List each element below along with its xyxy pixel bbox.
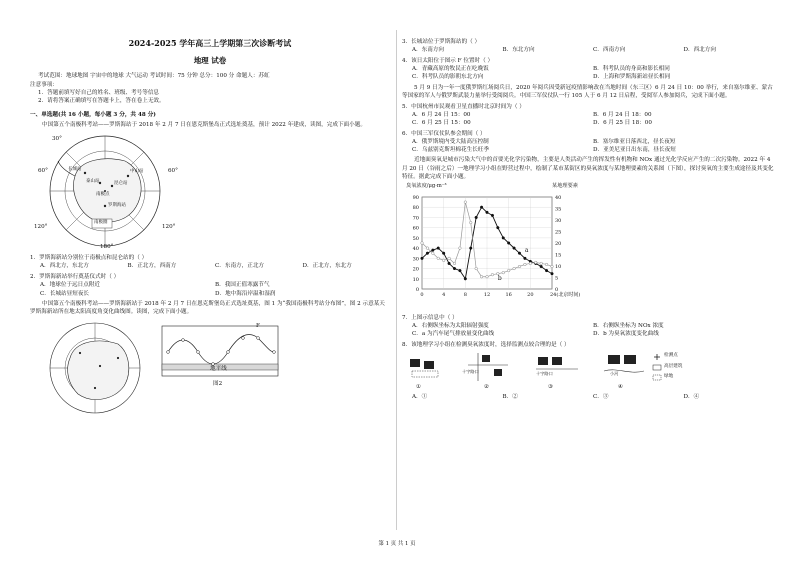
- option-b[interactable]: B．我国正值寒露节气: [215, 282, 270, 289]
- option-b[interactable]: B．科考队员的身高和影长相同: [593, 66, 670, 73]
- question-5: [402, 103, 774, 127]
- option-c[interactable]: C．③: [593, 394, 609, 401]
- ozone-chart-svg: [402, 189, 592, 311]
- data-point-a: [459, 269, 462, 272]
- exam-title: 2024-2025 学年高三上学期第三次诊断考试: [128, 38, 292, 48]
- data-point-b: [524, 263, 527, 266]
- data-point-a: [480, 206, 483, 209]
- antarctic-map-2-svg: [40, 318, 150, 418]
- data-point-a: [426, 252, 429, 255]
- y-tick-label-left: 90: [412, 194, 419, 201]
- data-point-b: [442, 259, 445, 262]
- option-c[interactable]: C．6 月 25 日 15：00: [412, 119, 471, 126]
- question-6: [402, 130, 774, 154]
- option-a[interactable]: A．①: [412, 394, 428, 401]
- intro-paragraph: 5 月 9 日为一年一度俄罗斯红场阅兵日，2020 年阅兵因受新冠疫情影响改在当地时间（东三区）6 月 24 日 10：00 举行，来自塞尔维亚、蒙古等国家的军人与俄罗斯武装力量举行受阅阅兵。中国三军仪仗队一行 105 人于 6 月 12 日启程，受阅军人参加阅兵，完成下面小题。: [402, 84, 773, 99]
- y-tick-label-right: 20: [555, 240, 562, 247]
- data-point-b: [540, 262, 543, 265]
- x-tick-label: 20: [527, 291, 534, 298]
- y-tick-label-left: 50: [412, 235, 419, 242]
- option-d[interactable]: D．④: [683, 394, 700, 401]
- intro-paragraph: 近地面臭氧是城市污染大气中的首要光化学污染物，主要是人类活动产生的挥发性有机物和 NOx 通过光化学反应产生的二次污染物。2022 年 4 月 20 日（谷雨之后）一地理学习小组在野营过程中，绘制了某市某街区的臭氧浓度与某地理要素的关系图（下图），探讨臭氧的主要生成途径及其变化特征。据此完成下面小题。: [402, 157, 774, 180]
- data-point-b: [486, 275, 489, 278]
- legend-label: 高层建筑: [664, 364, 683, 370]
- legend-label: 检测点: [664, 353, 678, 359]
- y-tick-label-right: 0: [555, 286, 559, 293]
- section-heading: 一、单选题(共 16 小题，每小题 3 分，共 48 分): [30, 111, 156, 118]
- option-d[interactable]: D．西北方向: [683, 47, 716, 54]
- option-c[interactable]: C．a 为汽车尾气排放量变化曲线: [412, 330, 495, 337]
- option-d[interactable]: D．亚美尼亚日出东南，昼长夜短: [593, 147, 676, 154]
- left-column: [30, 30, 390, 418]
- question-stem: 3．长城站位于罗斯海站的（ ）: [402, 39, 481, 45]
- data-point-b: [551, 265, 554, 268]
- option-d[interactable]: D．地中海沿岸温和湿润: [215, 290, 276, 297]
- map-lon-label: 30°: [52, 136, 62, 143]
- map-lon-label: 60°: [168, 168, 178, 175]
- question-stem: 8．该地理学习小组在检测臭氧浓度时，选择监测点较合理的是（ ）: [402, 342, 570, 349]
- monitoring-sites-figure: [402, 349, 774, 393]
- question-stem: 7．上图示信息中（ ）: [402, 314, 458, 321]
- data-point-b: [491, 273, 494, 276]
- data-point-b: [545, 263, 548, 266]
- x-tick-label: 12: [483, 291, 491, 298]
- y-tick-label-right: 40: [555, 194, 562, 201]
- question-stem: 5．中国杭州市民观看卫星直播时北京时间为（ ）: [402, 103, 525, 110]
- map-place-label: 昆仑站: [114, 181, 128, 187]
- y-tick-label-left: 20: [412, 266, 419, 273]
- note-item: 1．答题前填写好自己的姓名、班级、考号等信息: [38, 89, 160, 96]
- antarctic-map-1: [30, 131, 390, 251]
- data-point-a: [513, 247, 516, 250]
- data-point-b: [513, 267, 516, 270]
- option-c[interactable]: C．东南方，正北方: [215, 263, 265, 270]
- map-place-label: 长城站: [68, 167, 82, 173]
- data-point-b: [529, 262, 532, 265]
- data-point-b: [469, 221, 472, 224]
- chart-ylabel-left: 臭氧浓度/μg·m⁻³: [406, 182, 447, 189]
- map-lon-label: 180°: [100, 244, 114, 251]
- option-b[interactable]: B．塞尔维亚日落西北，昼长夜短: [593, 139, 676, 146]
- question-1: [30, 254, 390, 270]
- data-point-a: [437, 247, 440, 250]
- option-b[interactable]: B．东北方向: [502, 47, 535, 54]
- y-tick-label-left: 10: [412, 276, 419, 283]
- road-label: 十字路口: [462, 369, 479, 375]
- option-a[interactable]: A．西北方，东北方: [40, 263, 89, 270]
- option-a[interactable]: A．地球位于远日点附近: [40, 282, 100, 289]
- option-b[interactable]: B．②: [502, 394, 518, 401]
- data-point-b: [421, 241, 424, 244]
- site-label: ①: [416, 384, 422, 391]
- map-lon-label: 60°: [38, 168, 48, 175]
- data-point-a: [524, 257, 527, 260]
- data-point-a: [421, 257, 424, 260]
- question-8: [402, 341, 774, 401]
- question-stem: 6．中国三军仪仗队参会期间（ ）: [402, 131, 486, 138]
- fig2-peak-label: F: [256, 322, 260, 329]
- option-c[interactable]: C．科考队员的影朝东北方向: [412, 74, 484, 81]
- option-a[interactable]: A．青藏高原的牧民正在吃晚饭: [412, 66, 489, 73]
- data-point-b: [507, 269, 510, 272]
- data-point-a: [545, 269, 548, 272]
- intro-paragraph: 中国第五个南极科考站——罗斯海站于 2018 年 2 月 7 日在恩克斯堡岛正式选址奠基，预计 2022 年建成，读图，完成下面小题。: [42, 122, 366, 129]
- sun-altitude-svg: [160, 324, 280, 384]
- data-point-a: [475, 216, 478, 219]
- x-tick-label: 8: [463, 291, 467, 298]
- option-a[interactable]: A．右侧纵坐标为太阳辐射强度: [412, 322, 489, 329]
- question-7: [402, 314, 774, 338]
- data-point-b: [502, 271, 505, 274]
- option-a[interactable]: A．东南方向: [412, 47, 445, 54]
- y-tick-label-left: 0: [415, 286, 419, 293]
- data-point-a: [551, 272, 554, 275]
- column-divider: [396, 30, 397, 530]
- data-point-b: [448, 257, 451, 260]
- data-point-a: [432, 249, 435, 252]
- y-tick-label-left: 30: [412, 256, 419, 263]
- data-point-a: [442, 252, 445, 255]
- note-item: 2．请将答案正确填写在答题卡上，答在卷上无效。: [38, 97, 165, 104]
- series-label-b: b: [497, 274, 502, 282]
- chart-ylabel-right: 某地理要素: [552, 182, 578, 189]
- question-stem: 4．该日太阳位于图示 F 位置时（ ）: [402, 58, 494, 65]
- data-point-a: [502, 236, 505, 239]
- y-tick-label-right: 15: [555, 252, 562, 259]
- option-b[interactable]: B．右侧纵坐标为 NOx 浓度: [593, 322, 664, 329]
- y-tick-label-left: 70: [412, 215, 419, 222]
- data-point-a: [448, 262, 451, 265]
- data-point-a: [540, 265, 543, 268]
- road-label: 小河: [610, 371, 619, 377]
- site-label: ④: [618, 384, 624, 391]
- ozone-chart: [402, 183, 774, 311]
- data-point-b: [453, 262, 456, 265]
- y-tick-label-right: 10: [555, 263, 562, 270]
- data-point-a: [497, 226, 500, 229]
- series-label-a: a: [524, 246, 529, 254]
- notes: [30, 81, 390, 105]
- fig2-baseline-label: 地平线: [210, 365, 227, 372]
- data-point-b: [426, 247, 429, 250]
- question-3: [402, 38, 774, 54]
- legend-label: 绿地: [664, 374, 674, 380]
- option-a[interactable]: A．6 月 24 日 15：00: [412, 111, 471, 118]
- question-stem: 2．罗斯海新站举行奠基仪式时（ ）: [30, 274, 120, 281]
- data-point-a: [491, 214, 494, 217]
- y-tick-label-right: 25: [555, 229, 562, 236]
- map-lon-label: 120°: [162, 224, 176, 231]
- map-sea-label: 南极圈: [94, 220, 108, 226]
- y-tick-label-right: 35: [555, 206, 562, 213]
- option-c[interactable]: C．长城站昼短夜长: [40, 290, 90, 297]
- question-stem: 1．罗斯海新站分别位于南极点和昆仑站的（ ）: [30, 255, 148, 262]
- intro-paragraph: 中国第五个南极科考站——罗斯海新站于 2018 年 2 月 7 日在恩克斯堡岛正式选址奠基，图 1 为“我国南极科考站分布图”，图 2 示意某天罗斯海新站所在地太阳高度角变化曲线图。读图，完成下面小题。: [30, 300, 385, 315]
- x-tick-label: 16: [505, 291, 512, 298]
- x-axis-label: 24(北京时间): [550, 291, 581, 298]
- data-point-a: [453, 267, 456, 270]
- data-point-a: [469, 247, 472, 250]
- option-b[interactable]: B．正北方，西南方: [127, 263, 177, 270]
- y-tick-label-left: 60: [412, 225, 419, 232]
- data-point-b: [464, 201, 467, 204]
- data-point-a: [464, 277, 467, 280]
- data-point-b: [437, 257, 440, 260]
- page-footer: 第 1 页 共 1 页: [378, 541, 416, 548]
- map-lon-label: 120°: [34, 224, 48, 231]
- question-2: [30, 273, 390, 297]
- site-label: ②: [484, 384, 490, 391]
- option-b[interactable]: B．6 月 24 日 18：00: [593, 111, 652, 118]
- fig2-caption: 图2: [213, 380, 223, 387]
- notes-label: 注意事项：: [30, 81, 58, 88]
- exam-meta: 考试范围：地球地图 宇宙中的地球 大气运动 考试时间：75 分钟 总分：100 分 命题人：苏虹: [38, 73, 270, 80]
- y-tick-label-left: 80: [412, 204, 419, 211]
- data-point-a: [507, 241, 510, 244]
- data-point-a: [486, 211, 489, 214]
- data-point-b: [480, 275, 483, 278]
- map-place-label: 罗斯海站: [108, 203, 126, 209]
- figures-1-2: [30, 318, 390, 418]
- option-c[interactable]: C．乌兹别克斯坦棉花生长旺季: [412, 147, 489, 154]
- data-point-b: [518, 265, 521, 268]
- option-d[interactable]: D．6 月 25 日 18：00: [593, 119, 652, 126]
- data-point-b: [475, 267, 478, 270]
- y-tick-label-right: 30: [555, 217, 562, 224]
- x-tick-label: 4: [442, 291, 446, 298]
- data-point-b: [534, 261, 537, 264]
- option-d[interactable]: D．b 为臭氧浓度变化曲线: [593, 330, 659, 337]
- map-place-label: 南极点: [96, 192, 110, 198]
- map-place-label: 中山站: [130, 169, 144, 175]
- option-a[interactable]: A．俄罗斯境内受大陆高压控制: [412, 139, 489, 146]
- data-point-a: [518, 252, 521, 255]
- x-tick-label: 0: [420, 291, 424, 298]
- question-4: [402, 57, 774, 81]
- option-d[interactable]: D．上海和罗斯海新站昼长相同: [593, 74, 671, 81]
- exam-subtitle: 地理 试卷: [193, 55, 227, 65]
- option-d[interactable]: D．正北方，东北方: [302, 263, 352, 270]
- option-c[interactable]: C．西南方向: [593, 47, 626, 54]
- data-point-b: [459, 247, 462, 250]
- map-place-label: 泰山站: [86, 179, 100, 185]
- right-column: [402, 30, 774, 401]
- site-label: ③: [548, 384, 554, 391]
- data-point-b: [432, 252, 435, 255]
- road-label: 十字路口: [536, 371, 553, 377]
- y-tick-label-left: 40: [412, 245, 419, 252]
- y-tick-label-right: 5: [555, 275, 559, 282]
